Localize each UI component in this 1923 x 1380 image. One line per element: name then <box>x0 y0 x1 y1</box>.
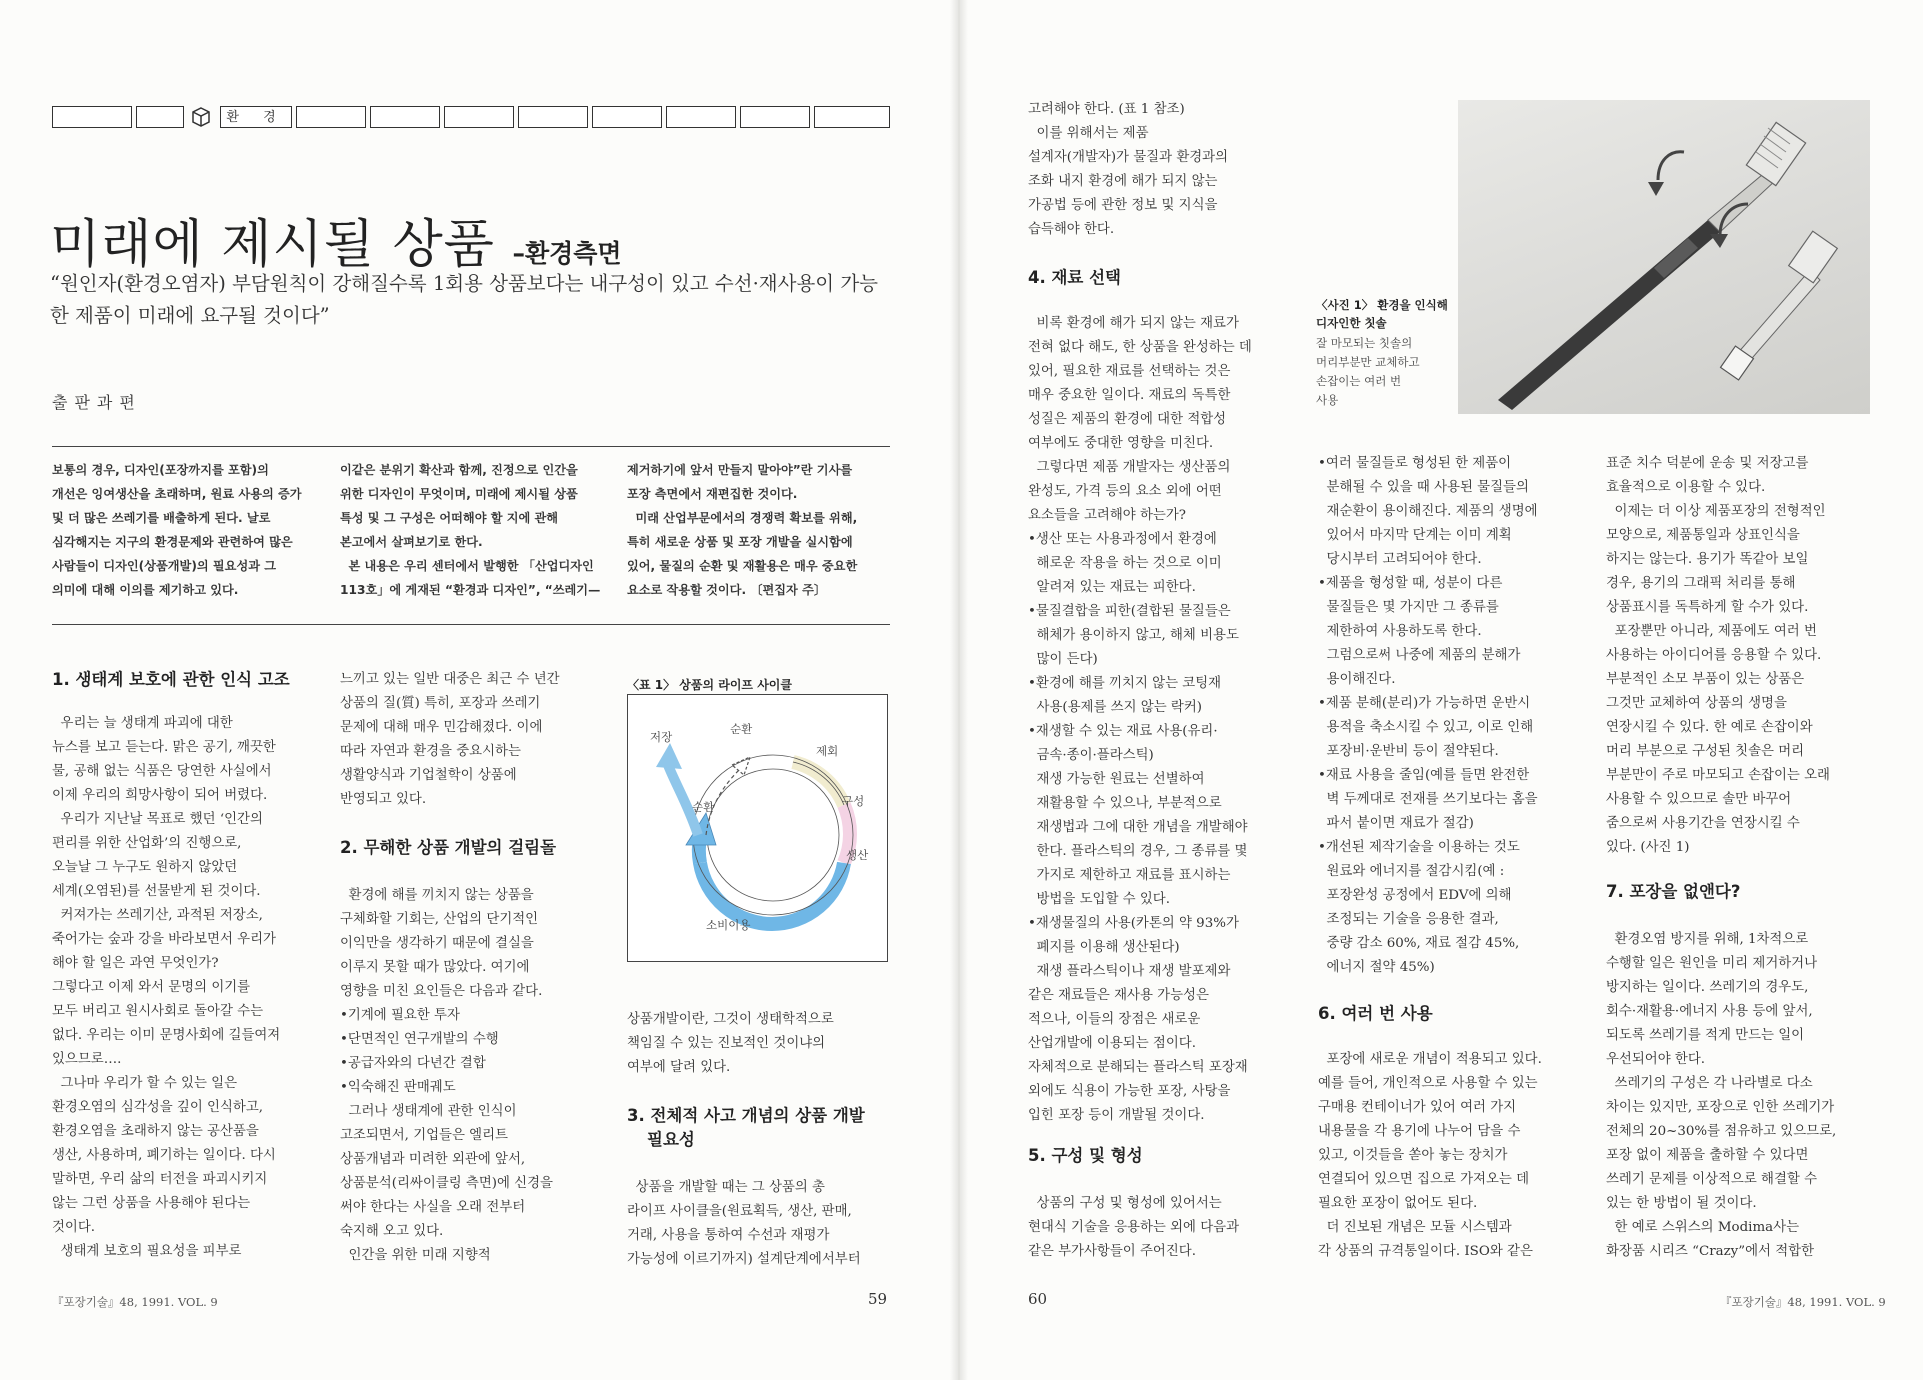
intro-line: 개선은 잉여생산을 초래하며, 원료 사용의 증가 <box>52 487 302 501</box>
text-line: 성질은 제품의 환경에 대한 적합성 <box>1028 412 1227 427</box>
text-line: 조정되는 기술을 응용한 결과, <box>1318 912 1499 927</box>
lead-quote: “원인자(환경오염자) 부담원칙이 강해질수록 1회용 상품보다는 내구성이 있고 수선·재사용이 가능한 제품이 미래에 요구될 것이다” <box>50 272 879 327</box>
text-line: 한다. 플라스틱의 경우, 그 종류를 몇 <box>1028 844 1248 859</box>
text-line: 쓰레기의 구성은 각 나라별로 다소 <box>1606 1076 1813 1091</box>
text-line: 있으므로…. <box>52 1052 122 1067</box>
label-produce: 생산 <box>846 848 869 862</box>
text-line: 포장비·운반비 등이 절약된다. <box>1318 744 1499 759</box>
intro-line: 이같은 분위기 확산과 함께, 진정으로 인간을 <box>340 463 578 477</box>
heading-6: 6. 여러 번 사용 <box>1318 1004 1433 1023</box>
text-line: 재활용할 수 있으나, 부분적으로 <box>1028 796 1222 811</box>
text-line: 뉴스를 보고 듣는다. 맑은 공기, 깨끗한 <box>52 740 276 755</box>
text-line: 외에도 식용이 가능한 포장, 사탕을 <box>1028 1084 1231 1099</box>
text-line: 적으나, 이들의 장점은 새로운 <box>1028 1012 1201 1027</box>
photo-caption-text: 잘 마모되는 칫솔의 머리부분만 교체하고 손잡이는 여러 번 사용 <box>1316 336 1420 407</box>
text-line: 커져가는 쓰레기산, 과적된 저장소, <box>52 908 263 923</box>
text-line: 재생법과 그에 대한 개념을 개발해야 <box>1028 820 1248 835</box>
col4c-body <box>1028 1192 1300 1264</box>
heading-4: 4. 재료 선택 <box>1028 268 1121 287</box>
text-line: 조화 내지 환경에 해가 되지 않는 <box>1028 174 1218 189</box>
label-cycle: 순환 <box>730 722 753 736</box>
heading-3-line2: 필요성 <box>647 1130 695 1149</box>
intro-line: 제거하기에 앞서 만들지 말아야”란 기사를 <box>627 463 853 477</box>
intro-line: 의미에 대해 이의를 제기하고 있다. <box>52 583 239 597</box>
text-line: 편리를 위한 산업화’의 진행으로, <box>52 836 242 851</box>
text-line: 죽어가는 숲과 강을 바라보면서 우리가 <box>52 932 276 947</box>
text-line: 그것만 교체하여 상품의 생명을 <box>1606 696 1787 711</box>
text-line: •재료 사용을 줄임(예를 들면 완전한 <box>1318 768 1530 783</box>
text-line: 숙지해 오고 있다. <box>340 1224 444 1239</box>
text-line: 재생 가능한 원료는 선별하여 <box>1028 772 1205 787</box>
intro-line: 있어, 물질의 순환 및 재활용은 매우 중요한 <box>627 559 858 573</box>
col1-body <box>52 712 314 1264</box>
text-line: 그럼으로써 나중에 제품의 분해가 <box>1318 648 1521 663</box>
text-line: 이제는 더 이상 제품포장의 전형적인 <box>1606 504 1826 519</box>
col4a-body <box>1028 98 1288 242</box>
text-line: 생태계 보호의 필요성을 피부로 <box>52 1244 242 1259</box>
text-line: 문제에 대해 매우 민감해졌다. 이에 <box>340 720 543 735</box>
col6b-body <box>1606 928 1882 1264</box>
text-line: 영향을 미친 요인들은 다음과 같다. <box>340 984 543 999</box>
text-line: 따라 자연과 환경을 중요시하는 <box>340 744 521 759</box>
text-line: 한 예로 스위스의 Modima사는 <box>1606 1220 1800 1235</box>
text-line: •물질결합을 피한(결합된 물질들은 <box>1028 604 1231 619</box>
text-line: 같은 부가사항들이 주어진다. <box>1028 1244 1196 1259</box>
text-line: 제한하여 사용하도록 한다. <box>1318 624 1482 639</box>
text-line: 효율적으로 이용할 수 있다. <box>1606 480 1766 495</box>
intro-col-1 <box>52 458 314 602</box>
text-line: 각 상품의 규격통일이다. ISO와 같은 <box>1318 1244 1533 1259</box>
text-line: •제품 분해(분리)가 가능하면 운반시 <box>1318 696 1531 711</box>
intro-line: 본고에서 살펴보기로 한다. <box>340 535 483 549</box>
text-line: •단면적인 연구개발의 수행 <box>340 1032 499 1047</box>
intro-line: 특히 새로운 상품 및 포장 개발을 실시함에 <box>627 535 853 549</box>
text-line: 되도록 쓰레기를 적게 만드는 일이 <box>1606 1028 1805 1043</box>
footer-right-source: 『포장기술』48, 1991. VOL. 9 <box>1720 1295 1886 1309</box>
text-line: 그렇다고 이제 와서 문명의 이기를 <box>52 980 251 995</box>
text-line: 재순환이 용이해진다. 제품의 생명에 <box>1318 504 1538 519</box>
text-line: 생산, 사용하며, 폐기하는 일이다. 다시 <box>52 1148 276 1163</box>
text-line: •재생물질의 사용(카톤의 약 93%가 <box>1028 916 1239 931</box>
text-line: 상품표시를 독특하게 할 수가 있다. <box>1606 600 1809 615</box>
text-line: 파서 붙이면 재료가 절감) <box>1318 816 1474 831</box>
text-line: 수행할 일은 원인을 미리 제거하거나 <box>1606 956 1818 971</box>
text-line: 습득해야 한다. <box>1028 222 1115 237</box>
text-line: •개선된 제작기술을 이용하는 것도 <box>1318 840 1520 855</box>
text-line: 있어, 필요한 재료를 선택하는 것은 <box>1028 364 1231 379</box>
text-line: 화장품 시리즈 “Crazy”에서 적합한 <box>1606 1244 1814 1259</box>
text-line: 상품개념과 미려한 외관에 앞서, <box>340 1152 526 1167</box>
section-strip <box>52 106 890 128</box>
label-inner-cycle: 순환 <box>692 800 715 814</box>
text-line: 것이다. <box>52 1220 96 1235</box>
intro-col-2 <box>340 458 608 602</box>
text-line: 환경에 해를 끼치지 않는 상품을 <box>340 888 534 903</box>
text-line: 여부에 달려 있다. <box>627 1060 731 1075</box>
text-line: 환경오염을 초래하지 않는 공산품을 <box>52 1124 259 1139</box>
text-line: 있고, 이것들을 쏟아 놓는 장치가 <box>1318 1148 1508 1163</box>
text-line: 입힌 포장 등이 개발될 것이다. <box>1028 1108 1205 1123</box>
text-line: 여부에도 중대한 영향을 미친다. <box>1028 436 1214 451</box>
text-line: 이익만을 생각하기 때문에 결실을 <box>340 936 534 951</box>
text-line: 자체적으로 분해되는 플라스틱 포장재 <box>1028 1060 1248 1075</box>
col2a-body <box>340 668 608 812</box>
text-line: 가지로 제한하고 재료를 표시하는 <box>1028 868 1231 883</box>
text-line: 상품을 개발할 때는 그 상품의 총 <box>627 1180 825 1195</box>
intro-line: 요소로 작용할 것이다. 〔편집자 주〕 <box>627 583 827 597</box>
text-line: 해로운 작용을 하는 것으로 이미 <box>1028 556 1222 571</box>
text-line: 사용할 수 있으므로 솔만 바꾸어 <box>1606 792 1792 807</box>
text-line: 중량 감소 60%, 재료 절감 45%, <box>1318 936 1520 951</box>
text-line: •여러 물질들로 형성된 한 제품이 <box>1318 456 1512 471</box>
text-line: 방지하는 일이다. 쓰레기의 경우도, <box>1606 980 1809 995</box>
text-line: 물, 공해 없는 식품은 당연한 사실에서 <box>52 764 272 779</box>
text-line: 해체가 용이하지 않고, 해체 비용도 <box>1028 628 1239 643</box>
intro-line: 본 내용은 우리 센터에서 발행한 「산업디자인 <box>340 559 594 573</box>
text-line: 있는 한 방법이 될 것이다. <box>1606 1196 1757 1211</box>
text-line: 연장시킬 수 있다. 한 예로 손잡이와 <box>1606 720 1813 735</box>
text-line: 완성도, 가격 등의 요소 외에 어떤 <box>1028 484 1222 499</box>
text-line: 같은 재료들은 재사용 가능성은 <box>1028 988 1209 1003</box>
text-line: 하지는 않는다. 용기가 똑같아 보일 <box>1606 552 1809 567</box>
text-line: 연결되어 있으면 집으로 가져오는 데 <box>1318 1172 1530 1187</box>
text-line: 그렇다면 제품 개발자는 생산품의 <box>1028 460 1231 475</box>
col4b-body <box>1028 312 1300 1128</box>
text-line: •공급자와의 다년간 결합 <box>340 1056 486 1071</box>
text-line: 내용물을 각 용기에 나누어 담을 수 <box>1318 1124 1521 1139</box>
text-line: 그러나 생태계에 관한 인식이 <box>340 1104 517 1119</box>
text-line: 상품의 질(質) 특히, 포장과 쓰레기 <box>340 696 541 711</box>
text-line: 포장에 새로운 개념이 적용되고 있다. <box>1318 1052 1542 1067</box>
text-line: •재생할 수 있는 재료 사용(유리· <box>1028 724 1218 739</box>
text-line: 가능성에 이르기까지) 설계단계에서부터 <box>627 1252 861 1267</box>
text-line: 모두 버리고 원시사회로 돌아갈 수는 <box>52 1004 264 1019</box>
text-line: 벽 두께대로 전재를 쓰기보다는 홈을 <box>1318 792 1538 807</box>
text-line: 쓰레기 문제를 이상적으로 해결할 수 <box>1606 1172 1818 1187</box>
col3a-body <box>627 1008 895 1080</box>
text-line: 사용(용제를 쓰지 않는 락커) <box>1028 700 1203 715</box>
text-line: 모양으로, 제품통일과 상표인식을 <box>1606 528 1800 543</box>
text-line: 차이는 있지만, 포장으로 인한 쓰레기가 <box>1606 1100 1835 1115</box>
text-line: 구체화할 기회는, 산업의 단기적인 <box>340 912 539 927</box>
text-line: 재생 플라스틱이나 재생 발포제와 <box>1028 964 1231 979</box>
text-line: 있어서 마지막 단계는 이미 계획 <box>1318 528 1512 543</box>
text-line: 현대식 기술을 응용하는 외에 다음과 <box>1028 1220 1240 1235</box>
text-line: 물질들은 몇 가지만 그 종류를 <box>1318 600 1499 615</box>
text-line: 부분적인 소모 부품이 있는 상품은 <box>1606 672 1805 687</box>
figure-caption: 〈표 1〉 상품의 라이프 사이클 <box>627 678 792 692</box>
col5a-body <box>1318 452 1584 980</box>
text-line: 사용하는 아이디어를 응용할 수 있다. <box>1606 648 1822 663</box>
text-line: 있다. (사진 1) <box>1606 840 1690 855</box>
article-title <box>50 202 622 277</box>
heading-3-line1: 3. 전체적 사고 개념의 상품 개발 <box>627 1106 865 1125</box>
text-line: 알려져 있는 재료는 피한다. <box>1028 580 1196 595</box>
title-subtitle: –환경측면 <box>512 239 622 268</box>
text-line: 전혀 없다 해도, 한 상품을 완성하는 데 <box>1028 340 1252 355</box>
text-line: 라이프 사이클을(원료획득, 생산, 판매, <box>627 1204 852 1219</box>
text-line: 줌으로써 사용기간을 연장시킬 수 <box>1606 816 1800 831</box>
intro-line: 보통의 경우, 디자인(포장까지를 포함)의 <box>52 463 269 477</box>
text-line: 부분만이 주로 마모되고 손잡이는 오래 <box>1606 768 1830 783</box>
intro-line: 사람들이 디자인(상품개발)의 필요성과 그 <box>52 559 277 573</box>
intro-bottom-rule <box>52 624 890 625</box>
text-line: 산업개발에 이용되는 점이다. <box>1028 1036 1196 1051</box>
text-line: 전체의 20~30%를 점유하고 있으므로, <box>1606 1124 1837 1139</box>
text-line: 포장뿐만 아니라, 제품에도 여러 번 <box>1606 624 1817 639</box>
text-line: •기계에 필요한 투자 <box>340 1008 460 1023</box>
intro-line: 심각해지는 지구의 환경문제와 관련하여 많은 <box>52 535 293 549</box>
text-line: 더 진보된 개념은 모듈 시스템과 <box>1318 1220 1512 1235</box>
text-line: 금속·종이·플라스틱) <box>1028 748 1154 763</box>
text-line: 당시부터 고려되어야 한다. <box>1318 552 1482 567</box>
intro-line: 113호」에 게재된 “환경과 디자인”, “쓰레기— <box>340 583 601 597</box>
text-line: 해야 할 일은 과연 무엇인가? <box>52 956 219 971</box>
heading-7: 7. 포장을 없앤다? <box>1606 882 1741 901</box>
text-line: 이루지 못할 때가 많았다. 여기에 <box>340 960 530 975</box>
col5b-body <box>1318 1048 1588 1264</box>
page-number-right: 60 <box>1028 1290 1048 1308</box>
text-line: 머리 부분으로 구성된 칫솔은 머리 <box>1606 744 1805 759</box>
text-line: •환경에 해를 끼치지 않는 코팅재 <box>1028 676 1222 691</box>
text-line: 회수·재활용·에너지 사용 등에 앞서, <box>1606 1004 1813 1019</box>
text-line: 경우, 용기의 그래픽 처리를 통해 <box>1606 576 1796 591</box>
text-line: 요소들을 고려해야 하는가? <box>1028 508 1186 523</box>
text-line: 없다. 우리는 이미 문명사회에 길들여져 <box>52 1028 281 1043</box>
toothbrush-photo <box>1458 100 1870 414</box>
page-gutter <box>950 0 968 1380</box>
intro-top-rule <box>52 446 890 447</box>
text-line: 설계자(개발자)가 물질과 환경과의 <box>1028 150 1229 165</box>
text-line: 세계(오염된)를 선물받게 된 것이다. <box>52 884 261 899</box>
text-line: 매우 중요한 일이다. 재료의 독특한 <box>1028 388 1231 403</box>
text-line: 반영되고 있다. <box>340 792 427 807</box>
footer-left-source: 『포장기술』48, 1991. VOL. 9 <box>52 1295 218 1309</box>
intro-line: 위한 디자인이 무엇이며, 미래에 제시될 상품 <box>340 487 578 501</box>
col2b-body <box>340 884 608 1268</box>
text-line: 생활양식과 기업철학이 상품에 <box>340 768 517 783</box>
text-line: 분해될 수 있을 때 사용된 물질들의 <box>1318 480 1529 495</box>
heading-3 <box>627 1104 865 1152</box>
heading-1: 1. 생태계 보호에 관한 인식 고조 <box>52 670 290 689</box>
text-line: 예를 들어, 개인적으로 사용할 수 있는 <box>1318 1076 1538 1091</box>
intro-line: 미래 산업부문에서의 경쟁력 확보를 위해, <box>627 511 858 525</box>
cube-icon <box>190 106 212 128</box>
text-line: •제품을 형성할 때, 성분이 다른 <box>1318 576 1503 591</box>
text-line: 우리가 지난날 목표로 했던 ‘인간의 <box>52 812 263 827</box>
label-making: 제회 <box>816 744 839 758</box>
text-line: 상품개발이란, 그것이 생태학적으로 <box>627 1012 834 1027</box>
text-line: 폐지를 이용해 생산된다) <box>1028 940 1180 955</box>
text-line: 상품분석(리싸이클링 측면)에 신경을 <box>340 1176 553 1191</box>
text-line: 우선되어야 한다. <box>1606 1052 1706 1067</box>
toothbrush-illustration <box>1458 100 1870 414</box>
heading-2: 2. 무해한 상품 개발의 걸림돌 <box>340 838 557 857</box>
text-line: 용이해진다. <box>1318 672 1396 687</box>
text-line: 그나마 우리가 할 수 있는 일은 <box>52 1076 238 1091</box>
text-line: •익숙해진 판매궤도 <box>340 1080 456 1095</box>
text-line: 오늘날 그 누구도 원하지 않았던 <box>52 860 238 875</box>
text-line: 말하면, 우리 삶의 터전을 파괴시키지 <box>52 1172 268 1187</box>
intro-line: 특성 및 그 구성은 어떠해야 할 지에 관해 <box>340 511 559 525</box>
text-line: 용적을 축소시킬 수 있고, 이로 인해 <box>1318 720 1534 735</box>
label-consume: 소비이용 <box>706 918 751 932</box>
col6a-body <box>1606 452 1882 860</box>
text-line: 우리는 늘 생태계 파괴에 대한 <box>52 716 233 731</box>
text-line: 인간을 위한 미래 지향적 <box>340 1248 491 1263</box>
page-number-left: 59 <box>868 1290 888 1308</box>
text-line: 이를 위해서는 제품 <box>1028 126 1149 141</box>
text-line: 고조되면서, 기업들은 엘리트 <box>340 1128 508 1143</box>
section-label: 환 경 <box>220 106 292 128</box>
intro-col-3 <box>627 458 895 602</box>
text-line: 환경오염의 심각성을 깊이 인식하고, <box>52 1100 264 1115</box>
text-line: 거래, 사용을 통하여 수선과 재평가 <box>627 1228 830 1243</box>
text-line: 방법을 도입할 수 있다. <box>1028 892 1170 907</box>
byline: 출판과편 <box>52 393 142 412</box>
text-line: 포장완성 공정에서 EDV에 의해 <box>1318 888 1512 903</box>
text-line: •생산 또는 사용과정에서 환경에 <box>1028 532 1217 547</box>
life-cycle-figure <box>627 694 888 962</box>
intro-line: 및 더 많은 쓰레기를 배출하게 된다. 날로 <box>52 511 271 525</box>
text-line: 써야 한다는 사실을 오래 전부터 <box>340 1200 526 1215</box>
heading-5: 5. 구성 및 형성 <box>1028 1146 1143 1165</box>
text-line: 않는 그런 상품을 사용해야 된다는 <box>52 1196 251 1211</box>
text-line: 포장 없이 제품을 출하할 수 있다면 <box>1606 1148 1809 1163</box>
label-compose: 구성 <box>842 794 865 808</box>
intro-line: 포장 측면에서 재편집한 것이다. <box>627 487 798 501</box>
photo-caption-title: 〈사진 1〉 환경을 인식해 디자인한 칫솔 <box>1316 298 1448 330</box>
photo-caption <box>1316 296 1456 410</box>
text-line: 상품의 구성 및 형성에 있어서는 <box>1028 1196 1222 1211</box>
col3b-body <box>627 1176 895 1272</box>
text-line: 비록 환경에 해가 되지 않는 재료가 <box>1028 316 1239 331</box>
text-line: 많이 든다) <box>1028 652 1098 667</box>
text-line: 표준 치수 덕분에 운송 및 저장고를 <box>1606 456 1809 471</box>
text-line: 책임질 수 있는 진보적인 것이냐의 <box>627 1036 826 1051</box>
text-line: 필요한 포장이 없어도 된다. <box>1318 1196 1478 1211</box>
text-line: 원료와 에너지를 절감시킴(예 : <box>1318 864 1505 879</box>
text-line: 에너지 절약 45%) <box>1318 960 1435 975</box>
text-line: 이제 우리의 희망사항이 되어 버렸다. <box>52 788 268 803</box>
text-line: 고려해야 한다. (표 1 참조) <box>1028 102 1185 117</box>
text-line: 구매용 컨테이너가 있어 여러 가지 <box>1318 1100 1517 1115</box>
label-store: 저장 <box>650 730 673 744</box>
text-line: 느끼고 있는 일반 대중은 최근 수 년간 <box>340 672 560 687</box>
text-line: 환경오염 방지를 위해, 1차적으로 <box>1606 932 1809 947</box>
title-main: 미래에 제시될 상품 <box>50 215 495 275</box>
text-line: 가공법 등에 관한 정보 및 지식을 <box>1028 198 1218 213</box>
